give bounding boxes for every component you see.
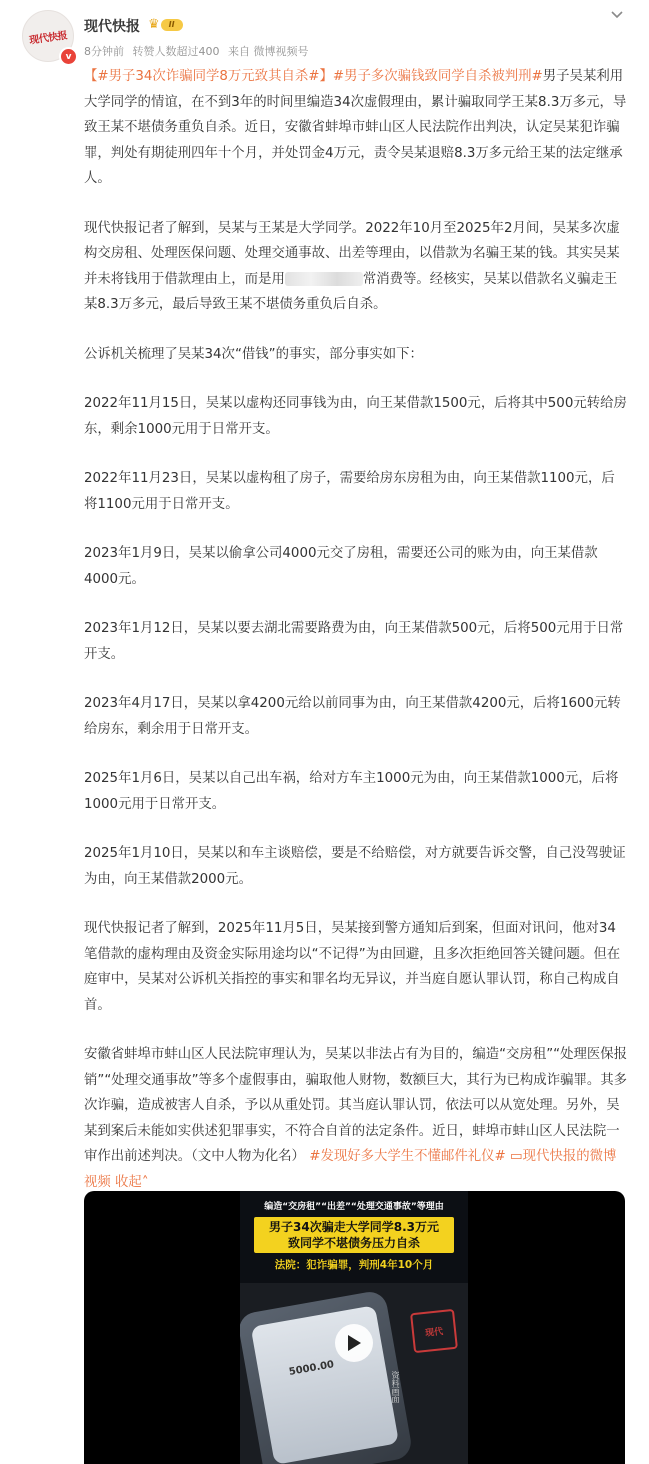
- paragraph: 现代快报记者了解到，2025年11月5日，吴某接到警方通知后到案，但面对讯问，他对34笔借款的虚构理由及资金实际用途均以“不记得”为由回避，且多次拒绝回答关键问题。但在庭审中，吴某对公诉机关指控的事实和罪名均无异议，并当庭自愿认罪认罚，称自己构成自首。: [84, 921, 621, 1013]
- paragraph: 公诉机关梳理了吴某34次“借钱”的事实，部分事实如下：: [84, 346, 423, 362]
- video-link-text: 现代快报的微博视频: [84, 1149, 617, 1190]
- post-source[interactable]: 来自 微博视频号: [228, 45, 309, 58]
- paragraph: 2023年4月17日，吴某以拿4200元给以前同事为由，向王某借款4200元，后将1600元转给房东，剩余用于日常开支。: [84, 696, 621, 737]
- paragraph: 2025年1月6日，吴某以自己出车祸，给对方车主1000元为由，向王某借款1000元，后将1000元用于日常开支。: [84, 771, 619, 812]
- author-name[interactable]: 现代快报: [84, 19, 140, 35]
- repost-count: 转赞人数超过400: [132, 45, 220, 58]
- video-headline-line: 男子34次骗走大学同学8.3万元: [269, 1220, 439, 1234]
- chevron-down-icon[interactable]: [610, 8, 624, 22]
- post-meta: [84, 43, 314, 59]
- paragraph-final: [84, 1042, 628, 1195]
- collapse-label: 收起: [115, 1174, 142, 1190]
- paragraph: [84, 216, 628, 318]
- intro-text: 男子吴某利用大学同学的情谊，在不到3年的时间里编造34次虚假理由，累计骗取同学王某8.3万多元，导致王某不堪债务重负自杀。近日，安徽省蚌埠市蚌山区人民法院作出判决，认定吴某犯诈骗罪，判处有期徒刑四年十个月，并处罚金4万元，责令吴某退赔8.3万多元给王某的法定继承人。: [84, 69, 627, 186]
- chevron-up-icon: ˄: [141, 1174, 149, 1190]
- paragraph: 2022年11月23日，吴某以虚构租了房子，需要给房东房租为由，向王某借款1100元，后将1100元用于日常开支。: [84, 471, 615, 512]
- video-headline-line: 致同学不堪债务压力自杀: [287, 1236, 420, 1250]
- post-time[interactable]: 8分钟前: [84, 45, 124, 58]
- phone-amount: 5000.00: [288, 1359, 335, 1378]
- post-body: [84, 64, 628, 1195]
- paragraph-text: 现代快报记者了解到，吴某与王某是大学同学。2022年10月至2025年2月间，吴某多次虚构交房租、处理医保问题、处理交通事故、出差等理由，以借款为名骗王某的钱。其实吴某并未将钱用于借款理由上，而是用: [84, 220, 620, 287]
- phone-image: [240, 1289, 414, 1464]
- rank-level: II: [161, 19, 183, 31]
- blurred-text: [285, 272, 363, 286]
- paragraph-intro: [84, 64, 628, 192]
- avatar-logo: 现代快报: [28, 29, 68, 47]
- video-player[interactable]: [84, 1191, 625, 1464]
- post-header: [0, 0, 649, 64]
- paragraph-text: 安徽省蚌埠市蚌山区人民法院审理认为，吴某以非法占有为目的，编造“交房租”“处理医保报销”“处理交通事故”等多个虚假事由，骗取他人财物，数额巨大，其行为已构成诈骗罪。其多次诈骗，造成被害人自杀，予以从重处罚。其当庭认罪认罚，依法可以从宽处理。另外，吴某到案后未能如实供述犯罪事实，不符合自首的法定条件。近日，蚌埠市蚌山区人民法院一审作出前述判决。（文中人物为化名）: [84, 1047, 628, 1164]
- video-link-icon: ▭: [510, 1149, 523, 1164]
- paragraph: 2022年11月15日，吴某以虚构还同事钱为由，向王某借款1500元，后将其中500元转给房东，剩余1000元用于日常开支。: [84, 396, 627, 437]
- video-verdict: 法院：犯诈骗罪，判刑4年10个月: [274, 1259, 434, 1271]
- video-top-line: 编造“交房租”“出差”“处理交通事故”等理由: [264, 1202, 444, 1212]
- video-side-text: 资料画面: [391, 1371, 400, 1403]
- verified-badge-icon: v: [59, 47, 78, 66]
- video-headline: [254, 1217, 454, 1253]
- collapse-button[interactable]: [115, 1175, 148, 1190]
- paragraph: 2025年1月10日，吴某以和车主谈赔偿，要是不给赔偿，对方就要告诉交警，自己没驾驶证为由，向王某借款2000元。: [84, 846, 626, 887]
- paragraph: 2023年1月9日，吴某以偷拿公司4000元交了房租，需要还公司的账为由，向王某借款4000元。: [84, 546, 598, 587]
- paragraph: 2023年1月12日，吴某以要去湖北需要路费为由，向王某借款500元，后将500元用于日常开支。: [84, 621, 624, 662]
- crown-icon: ♛: [148, 17, 160, 32]
- watermark-seal: 现代: [410, 1309, 458, 1353]
- paragraph-text: 常消费等。经核实，吴某以借款名义骗走王某8.3万多元，最后导致王某不堪债务重负后自杀。: [84, 271, 618, 312]
- phone-screen: [251, 1305, 399, 1464]
- topic-tag[interactable]: #发现好多大学生不懂邮件礼仪#: [309, 1149, 506, 1164]
- play-icon[interactable]: [335, 1324, 373, 1362]
- topic-tag[interactable]: #男子多次骗钱致同学自杀被判刑#: [332, 69, 543, 84]
- rank-badge[interactable]: [148, 17, 183, 32]
- play-triangle-icon: [346, 1334, 362, 1352]
- topic-tag[interactable]: 【#男子34次诈骗同学8万元致其自杀#】: [84, 69, 333, 84]
